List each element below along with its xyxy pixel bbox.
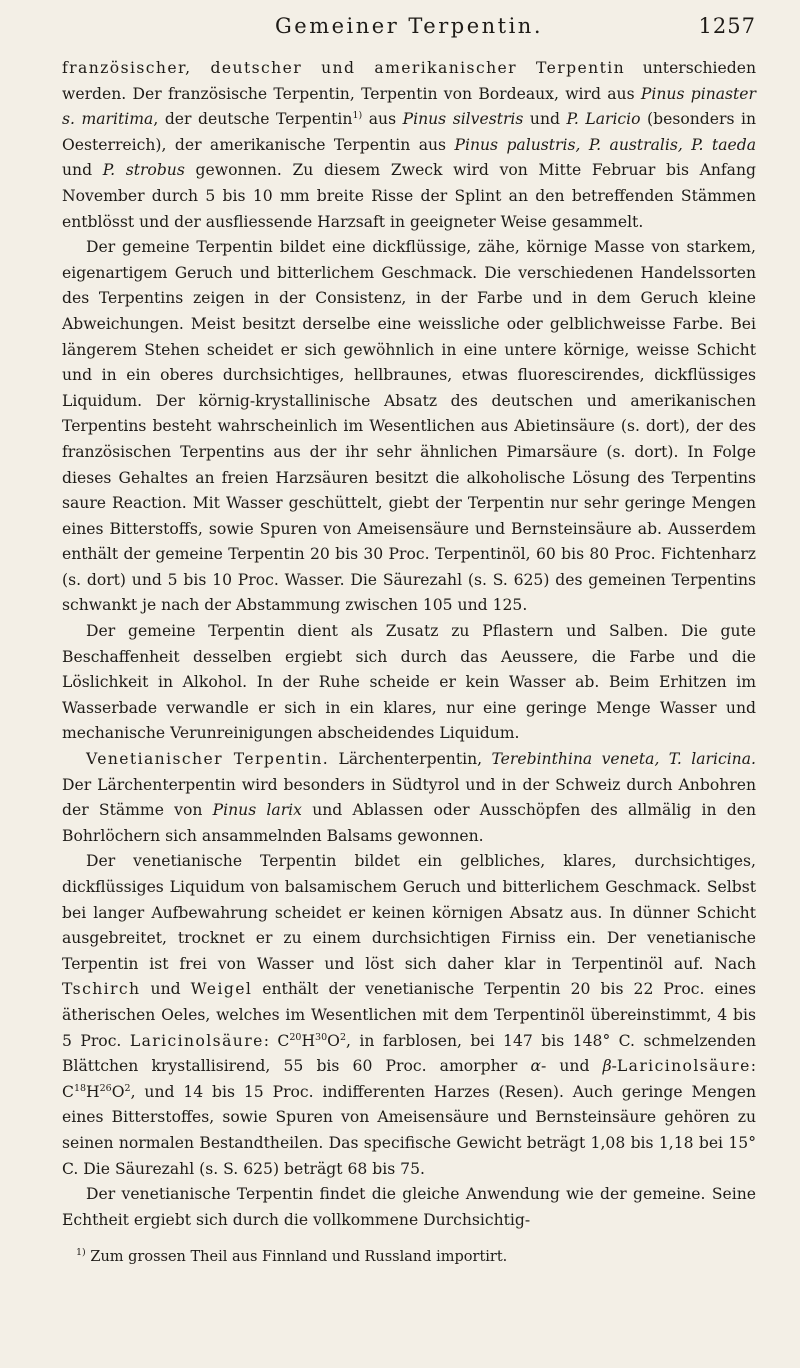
text-run: O: [327, 1031, 340, 1050]
text-run: , und 14 bis 15 Proc. indifferenten Harzes (Resen). Auch geringe Mengen eines Bitterstoffes, sowie Spuren von Ameisensäure und Bernsteinsäure gehören zu seinen normalen Bestandtheilen. Das specifische Gewicht beträgt 1,08 bis 1,18 bei 15° C. Die Säurezahl (s. S. 625) beträgt 68 bis 75.: [62, 1082, 756, 1178]
text-run: und Ablassen oder Ausschöpfen des allmälig in den Bohrlöchern sich ansammelnden Balsams gewonnen.: [62, 801, 757, 845]
text-run: Laricinolsäure: [129, 1031, 264, 1050]
text-run: P. Laricio: [566, 110, 641, 129]
text-run: gewonnen. Zu diesem Zweck wird von Mitte Februar bis Anfang November durch 5 bis 10 mm breite Risse der Splint an den betreffenden Stämmen entblösst und der ausfliessende Harzsaft in geeigneter Weise gesammelt.: [62, 161, 757, 231]
text-run: O: [111, 1082, 125, 1101]
text-run: -: [611, 1057, 617, 1076]
text-run: P. strobus: [102, 161, 185, 180]
superscript: 20: [289, 1031, 302, 1043]
text-run: Der venetianische Terpentin findet die gleiche Anwendung wie der gemeine. Seine Echtheit ergiebt sich durch die vollkommene Durchsichtig-: [62, 1185, 756, 1229]
text-run: H: [86, 1082, 100, 1101]
text-run: Der Lärchenterpentin wird besonders in Südtyrol und in der Schweiz durch Anbohren der Stämme von: [62, 775, 756, 820]
superscript: 30: [315, 1031, 328, 1043]
text-run: Tschirch: [62, 980, 141, 999]
text-run: französischer, deutscher und amerikanischer Terpentin: [62, 59, 626, 77]
text-run: enthält der venetianische Terpentin 20 bis 22 Proc. eines ätherischen Oeles, welches im Wesentlichen mit dem Terpentinöl übereinstimmt, 4 bis 5 Proc.: [62, 980, 757, 1050]
paragraph: [62, 235, 756, 619]
text-run: Der gemeine Terpentin dient als Zusatz zu Pflastern und Salben. Die gute Beschaffenheit desselben ergiebt sich durch das Aeussere, die Farbe und die Löslichkeit in Alkohol. In der Ruhe scheide er kein Wasser ab. Beim Erhitzen im Wasserbade verwandle er sich in ein klares, nur eine geringe Menge Wasser und mechanische Verunreinigungen abscheidendes Liquidum.: [62, 622, 756, 743]
superscript: 18: [73, 1082, 87, 1094]
text-run: Pinus palustris, P. australis, P. taeda: [454, 135, 756, 154]
superscript: 26: [99, 1082, 112, 1094]
superscript: 2: [124, 1082, 131, 1094]
footnote-text: Zum grossen Theil aus Finnland und Russland importirt.: [85, 1249, 508, 1266]
body-text: [62, 56, 756, 1233]
text-run: Pinus larix: [212, 801, 302, 820]
superscript: 1): [352, 110, 363, 122]
text-run: Venetianischer Terpentin.: [86, 750, 330, 769]
text-run: Terebinthina veneta, T. laricina.: [491, 750, 756, 769]
paragraph: [62, 849, 756, 1182]
text-run: Lärchenterpentin,: [329, 750, 492, 769]
text-run: und: [523, 110, 567, 129]
text-run: Pinus pinaster s. maritima: [62, 84, 756, 129]
page-number: 1257: [698, 14, 756, 38]
text-run: : C: [263, 1031, 290, 1050]
running-title: Gemeiner Terpentin.: [274, 14, 544, 38]
text-run: und: [140, 980, 191, 999]
text-run: Weigel: [190, 980, 253, 999]
text-run: Laricinolsäure: [616, 1057, 751, 1076]
text-run: Der venetianische Terpentin bildet ein gelbliches, klares, durchsichtiges, dickflüssiges Liquidum von balsamischem Geruch und bitterlichem Geschmack. Selbst bei langer Aufbewahrung scheidet er keinen körnigen Absatz aus. In dünner Schicht ausgebreitet, trocknet er zu einem durchsichtigen Firniss ein. Der venetianische Terpentin ist frei von Wasser und löst sich daher klar in Terpentinöl auf. Nach: [62, 852, 756, 973]
footnote: [76, 1247, 756, 1267]
text-run: Der gemeine Terpentin bildet eine dickflüssige, zähe, körnige Masse von starkem, eigenartigem Geruch und bitterlichem Geschmack. Die verschiedenen Handelssorten des Terpentins zeigen in der Consistenz, in der Farbe und in dem Geruch kleine Abweichungen. Meist besitzt derselbe eine weissliche oder gelblichweisse Farbe. Bei längerem Stehen scheidet er sich gewöhnlich in eine untere körnige, weisse Schicht und in ein oberes durchsichtiges, hellbraunes, etwas fluorescirendes, dickflüssiges Liquidum. Der körnig-krystallinische Absatz des deutschen und amerikanischen Terpentins besteht wahrscheinlich im Wesentlichen aus Abietinsäure (s. dort), der des französischen Terpentins aus der ihr sehr ähnlichen Pimarsäure (s. dort). In Folge dieses Gehaltes an freien Harzsäuren besitzt die alkoholische Lösung des Terpentins saure Reaction. Mit Wasser geschüttelt, giebt der Terpentin nur sehr geringe Mengen eines Bitterstoffs, sowie Spuren von Ameisensäure und Bernsteinsäure ab. Ausserdem enthält der gemeine Terpentin 20 bis 30 Proc. Terpentinöl, 60 bis 80 Proc. Fichtenharz (s. dort) und 5 bis 10 Proc. Wasser. Die Säurezahl (s. S. 625) des gemeinen Terpentins schwankt je nach der Abstammung zwischen 105 und 125.: [62, 238, 756, 615]
text-run: (besonders in Oesterreich), der amerikanische Terpentin aus: [62, 110, 757, 154]
paragraph: [62, 619, 756, 747]
text-run: , in farblosen, bei 147 bis 148° C. schmelzenden Blättchen krystallisirend, 55 bis 60 Proc. amorpher: [62, 1031, 756, 1076]
running-header: [62, 0, 756, 56]
text-run: H: [301, 1031, 316, 1050]
text-run: : C: [62, 1057, 756, 1101]
superscript: 2: [339, 1031, 346, 1043]
text-run: und: [62, 161, 103, 180]
text-run: unterschieden werden. Der französische Terpentin, Terpentin von Bordeaux, wird aus: [62, 59, 756, 103]
text-run: , der deutsche Terpentin: [153, 110, 353, 129]
text-run: - und: [540, 1057, 603, 1076]
paragraph: [62, 747, 756, 849]
text-run: aus: [362, 110, 403, 129]
text-run: Pinus silvestris: [402, 110, 524, 129]
paragraph: [62, 56, 756, 235]
text-run: α: [530, 1057, 541, 1076]
text-run: β: [602, 1057, 612, 1076]
paragraph: [62, 1182, 756, 1233]
footnote-marker: 1): [76, 1247, 86, 1259]
